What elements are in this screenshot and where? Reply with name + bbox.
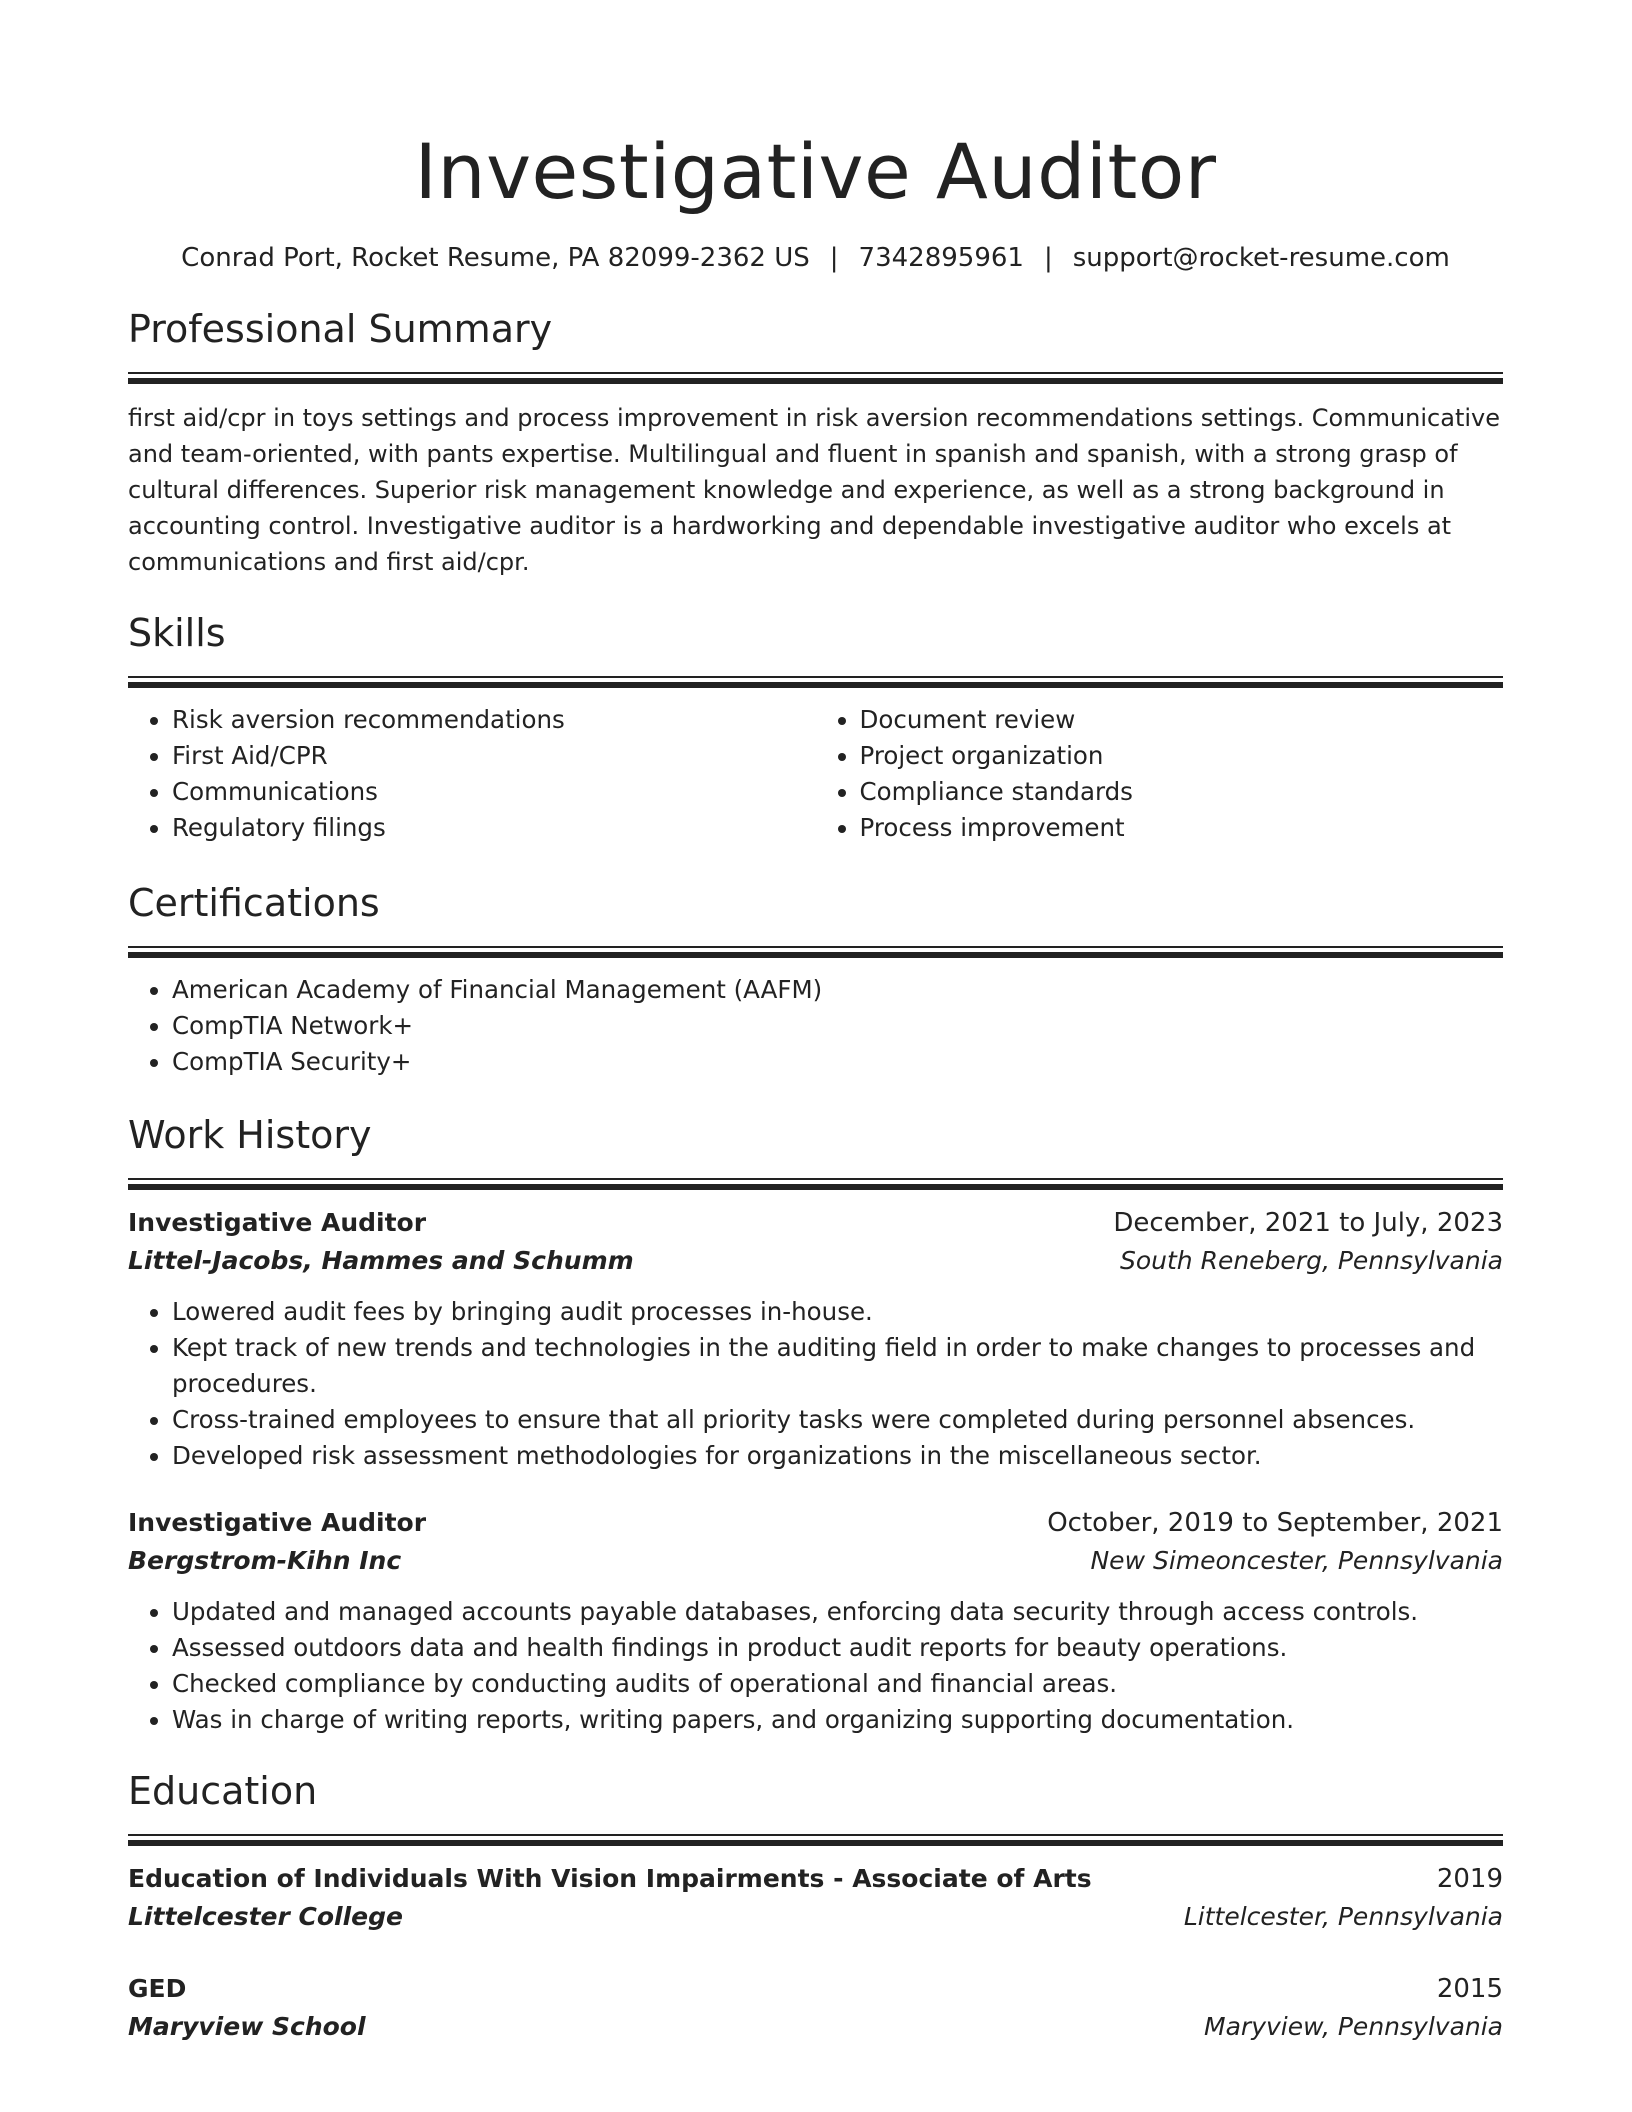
education-header — [128, 1860, 1503, 1898]
job-bullets — [128, 1294, 1503, 1474]
education-location: Maryview, Pennsylvania — [1204, 2012, 1503, 2041]
section-skills — [128, 608, 1503, 846]
contact-separator: | — [1043, 243, 1053, 273]
job-bullets — [128, 1594, 1503, 1738]
section-title: Skills — [128, 611, 226, 655]
certifications-list — [128, 972, 1503, 1080]
education-degree: GED — [128, 1974, 187, 2003]
education-year: 2019 — [1436, 1864, 1503, 1894]
job-subheader — [128, 1542, 1503, 1580]
job-header — [128, 1504, 1503, 1542]
job-company: Littel-Jacobs, Hammes and Schumm — [128, 1246, 634, 1275]
job-subheader — [128, 1242, 1503, 1280]
section-divider — [128, 676, 1503, 688]
job-header — [128, 1204, 1503, 1242]
contact-address: Conrad Port, Rocket Resume, PA 82099-2362 US — [181, 243, 810, 273]
skill-item: • Regulatory filings — [172, 810, 816, 846]
section-divider — [128, 1178, 1503, 1190]
job-bullet: • Developed risk assessment methodologies for organizations in the miscellaneous sector. — [172, 1438, 1503, 1474]
education-year: 2015 — [1436, 1974, 1503, 2004]
job-dates: October, 2019 to September, 2021 — [1047, 1508, 1503, 1538]
skills-list-left — [128, 702, 816, 846]
certification-item: • American Academy of Financial Management (AAFM) — [172, 972, 1503, 1008]
certification-item: • CompTIA Security+ — [172, 1044, 1503, 1080]
job-bullet: • Kept track of new trends and technologies in the auditing field in order to make changes to processes and procedures. — [172, 1330, 1503, 1402]
contact-separator: | — [829, 243, 839, 273]
section-work-history — [128, 1110, 1503, 1738]
education-entry — [128, 1860, 1503, 1936]
skill-item: • Document review — [860, 702, 1504, 738]
job-bullet: • Was in charge of writing reports, writing papers, and organizing supporting documentation. — [172, 1702, 1503, 1738]
job-entry — [128, 1204, 1503, 1474]
job-bullet: • Updated and managed accounts payable databases, enforcing data security through access controls. — [172, 1594, 1503, 1630]
job-bullet: • Checked compliance by conducting audits of operational and financial areas. — [172, 1666, 1503, 1702]
job-company: Bergstrom-Kihn Inc — [128, 1546, 402, 1575]
education-school: Maryview School — [128, 2012, 366, 2041]
skill-item: • Communications — [172, 774, 816, 810]
skill-item: • Project organization — [860, 738, 1504, 774]
job-bullet: • Assessed outdoors data and health findings in product audit reports for beauty operations. — [172, 1630, 1503, 1666]
education-school: Littelcester College — [128, 1902, 403, 1931]
education-subheader — [128, 2008, 1503, 2046]
section-title: Work History — [128, 1113, 372, 1157]
section-summary — [128, 304, 1503, 580]
job-title: Investigative Auditor — [128, 1508, 427, 1537]
contact-line — [128, 240, 1503, 276]
skill-item: • First Aid/CPR — [172, 738, 816, 774]
section-title: Professional Summary — [128, 307, 553, 351]
section-certifications — [128, 878, 1503, 1080]
education-degree: Education of Individuals With Vision Impairments - Associate of Arts — [128, 1864, 1092, 1893]
job-bullet: • Cross-trained employees to ensure that all priority tasks were completed during personnel absences. — [172, 1402, 1503, 1438]
resume-name: Investigative Auditor — [414, 127, 1217, 216]
section-divider — [128, 946, 1503, 958]
section-divider — [128, 372, 1503, 384]
job-location: New Simeoncester, Pennsylvania — [1090, 1546, 1503, 1575]
section-title: Education — [128, 1769, 318, 1813]
section-title: Certifications — [128, 881, 380, 925]
education-location: Littelcester, Pennsylvania — [1183, 1902, 1503, 1931]
contact-phone[interactable]: 7342895961 — [858, 243, 1024, 273]
education-subheader — [128, 1898, 1503, 1936]
skill-item: • Compliance standards — [860, 774, 1504, 810]
skills-list-right — [816, 702, 1504, 846]
education-entry — [128, 1970, 1503, 2046]
job-bullet: • Lowered audit fees by bringing audit processes in-house. — [172, 1294, 1503, 1330]
job-title: Investigative Auditor — [128, 1208, 427, 1237]
education-header — [128, 1970, 1503, 2008]
section-education — [128, 1766, 1503, 2046]
certification-item: • CompTIA Network+ — [172, 1008, 1503, 1044]
job-entry — [128, 1504, 1503, 1738]
skills-columns — [128, 702, 1503, 846]
contact-email[interactable]: support@rocket-resume.com — [1072, 243, 1450, 273]
section-divider — [128, 1834, 1503, 1846]
skill-item: • Process improvement — [860, 810, 1504, 846]
skill-item: • Risk aversion recommendations — [172, 702, 816, 738]
job-dates: December, 2021 to July, 2023 — [1113, 1208, 1503, 1238]
summary-text: first aid/cpr in toys settings and process improvement in risk aversion recommendations settings. Communicative and team-oriented, with pants expertise. Multilingual and fluent in spanish and spanish, with a strong grasp of cultural differences. Superior risk management knowledge and experience, as well as a strong background in accounting control. Investigative auditor is a hardworking and dependable investigative auditor who excels at communications and first aid/cpr. — [128, 404, 1501, 576]
job-location: South Reneberg, Pennsylvania — [1119, 1246, 1503, 1275]
